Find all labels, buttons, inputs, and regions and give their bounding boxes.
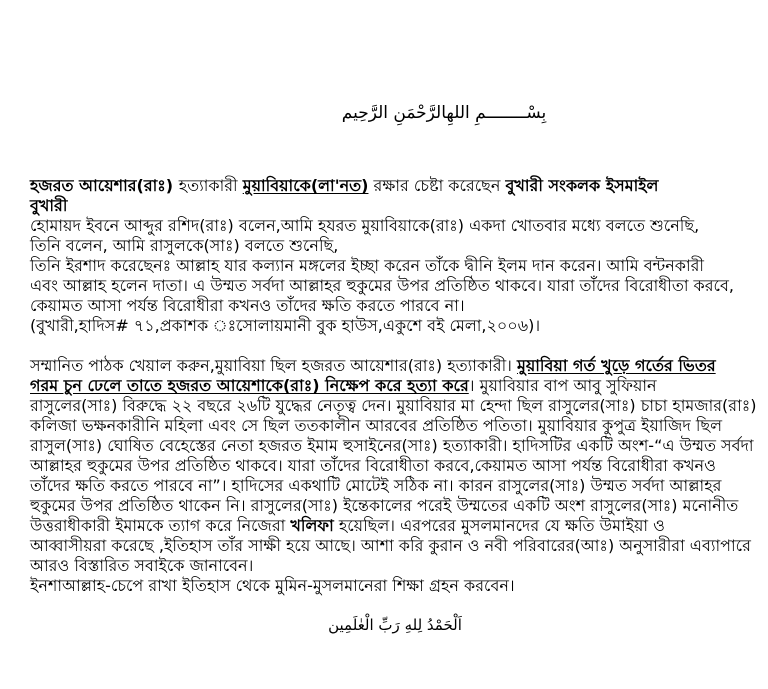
text-segment: কেয়ামত আসা পর্যন্ত বিরোধীরা কখনও তাঁদের ক্ষতি করতে পারবে না। — [30, 296, 465, 315]
text-segment: খলিফা — [290, 516, 334, 535]
text-segment: তিনি ইরশাদ করেছেনঃ আল্লাহ যার কল্যান মঙ্গলের ইচ্ছা করেন তাঁকে দ্বীনি ইলম দান করেন। আমি বন্টনকারী — [30, 256, 704, 275]
alhamdulillah-arabic-footer: اَلْحَمْدُ لِلهِ رَبِّ الْعٰلَمِين — [328, 616, 462, 634]
bismillah-arabic-header: بِسْــــــــمِ اللهِالرَّحْمَنِ الرَّحِيم — [341, 103, 547, 123]
text-segment: তাঁদের ক্ষতি করতে পারবে না”। হাদিসের একথাটি মোটেই সঠিক না। কারন রাসুলের(সাঃ) উম্মত সর্বদা আল্লাহর — [30, 476, 722, 495]
heading-line-1 — [30, 176, 748, 196]
text-segment: কলিজা ভক্ষনকারীনি মহিলা এবং সে ছিল ততকালীন আরবের প্রতিষ্ঠিত পতিতা। মুয়াবিয়ার কুপুত্র ইয়াজিদ ছিল — [30, 416, 723, 435]
document-body — [30, 176, 757, 596]
text-segment: সম্মানিত পাঠক খেয়াল করুন,মুয়াবিয়া ছিল হজরত আয়েশার(রাঃ) হত্যাকারী। — [30, 356, 517, 375]
text-segment: আল্লাহর হুকুমের উপর প্রতিষ্ঠিত থাকবে। যারা তাঁদের বিরোধীতা করবে,কেয়ামত আসা পর্যন্ত বিরোধীরা কখনও — [30, 456, 716, 475]
text-segment: রক্ষার চেষ্টা করেছেন — [368, 176, 506, 195]
text-segment: রাসুল(সাঃ) ঘোষিত বেহেস্তের নেতা হজরত ইমাম হুসাইনের(সাঃ) হত্যাকারী। হাদিসটির একটি অংশ-“এ উম্মত সর্বদা — [30, 436, 754, 455]
body-line — [30, 476, 748, 496]
body-line — [30, 536, 751, 556]
text-segment: আব্বাসীয়রা করেছে ,ইতিহাস তাঁর সাক্ষী হয়ে আছে। আশা করি কুরান ও নবী পরিবারের(আঃ) অনুসারীরা এব্যাপারে — [30, 536, 751, 555]
body-line — [30, 396, 757, 416]
text-segment: বুখারী সংকলক ইসমাইল — [505, 176, 659, 195]
text-segment: বুখারী — [30, 196, 68, 215]
text-segment: হুকুমের উপর প্রতিষ্ঠিত থাকেন নি। রাসুলের(সাঃ) ইন্তেকালের পরেই উম্মতের একটি অংশ রাসুলের(সাঃ) মনোনীত — [30, 496, 739, 515]
text-segment: আরও বিস্তারিত সবাইকে জানাবেন। — [30, 556, 254, 575]
text-segment: রাসুলের(সাঃ) বিরুদ্ধে ২২ বছরে ২৬টি যুদ্ধের নেতৃত্ব দেন। মুয়াবিয়ার মা হেন্দা ছিল রাসুলের(সাঃ) চাচা হামজার(রাঃ) — [30, 396, 757, 415]
text-segment: হোমায়দ ইবনে আব্দুর রশিদ(রাঃ) বলেন,আমি হযরত মুয়াবিয়াকে(রাঃ) একদা খোতবার মধ্যে বলতে শুনেছি, — [30, 216, 700, 235]
body-line — [30, 376, 748, 396]
body-line — [30, 216, 748, 236]
body-line — [30, 456, 748, 476]
text-segment: হত্যাকারী — [178, 176, 243, 195]
body-line — [30, 356, 748, 376]
text-segment: হয়েছিল। এরপরের মুসলমানদের যে ক্ষতি উমাইয়া ও — [333, 516, 665, 535]
body-line — [30, 296, 748, 316]
text-segment: ইনশাআল্লাহ-চেপে রাখা ইতিহাস থেকে মুমিন-মুসলমানেরা শিক্ষা গ্রহন করবেন। — [30, 576, 515, 595]
body-line — [30, 496, 748, 516]
body-line — [30, 316, 748, 336]
paragraph-gap — [30, 336, 748, 356]
text-segment: এবং আল্লাহ হলেন দাতা। এ উম্মত সর্বদা আল্লাহর হুকুমের উপর প্রতিষ্ঠিত থাকবে। যারা তাঁদের বিরোধীতা করবে, — [30, 276, 734, 295]
body-line — [30, 256, 748, 276]
text-segment: উত্তরাধীকারী ইমামকে ত্যাগ করে নিজেরা — [30, 516, 291, 535]
body-line — [30, 416, 748, 436]
body-line — [30, 516, 748, 536]
heading-line-2 — [30, 196, 748, 216]
body-line — [30, 236, 748, 256]
text-segment: গরম চুন ঢেলে তাতে হজরত আয়েশাকে(রাঃ) নিক্ষেপ করে হত্যা করে — [30, 376, 469, 395]
body-line — [30, 556, 748, 576]
text-segment: (বুখারী,হাদিস# ৭১,প্রকাশক ঃসোলায়মানী বুক হাউস,একুশে বই মেলা,২০০৬)। — [30, 316, 541, 335]
text-segment: মুয়াবিয়াকে(লা'নত) — [242, 176, 369, 195]
text-segment: তিনি বলেন, আমি রাসুলকে(সাঃ) বলতে শুনেছি, — [30, 236, 339, 255]
text-segment: মুয়াবিয়া গর্ত খুড়ে গর্তের ভিতর — [516, 356, 716, 375]
body-line — [30, 576, 748, 596]
body-line — [30, 276, 748, 296]
body-line — [30, 436, 754, 456]
text-segment: হজরত আয়েশার(রাঃ) — [30, 176, 179, 195]
text-segment: । মুয়াবিয়ার বাপ আবু সুফিয়ান — [468, 376, 657, 395]
